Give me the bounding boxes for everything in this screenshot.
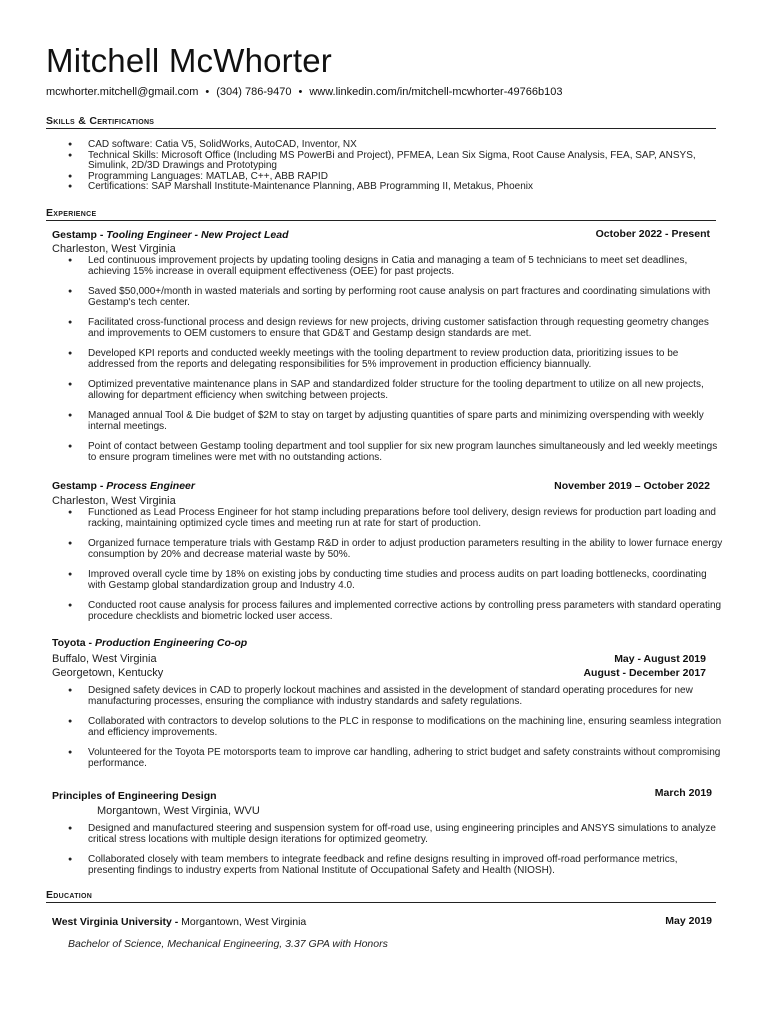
job-title: Tooling Engineer - New Project Lead xyxy=(106,229,289,241)
project-heading: Principles of Engineering Design xyxy=(52,790,217,802)
list-item: ● Developed KPI reports and conducted weekly meetings with the tooling department to review production data, prioritizing issues to be addressed from the reports and delegating responsibilities for 5% improvement in production efficiency biannually. xyxy=(66,349,726,370)
job-location: Georgetown, Kentucky xyxy=(52,667,164,679)
list-item: ● Conducted root cause analysis for process failures and implemented corrective actions by controlling press parameters with standard operating procedure checklists and biometric locked user access. xyxy=(66,601,726,622)
job-heading xyxy=(52,480,195,492)
list-item: ● Designed safety devices in CAD to properly lockout machines and assisted in the development of standard operating procedures for new manufacturing processes, ensuring the compliance with industry standards and safety regulations. xyxy=(66,686,726,707)
job-heading xyxy=(52,637,247,649)
list-item: ● Certifications: SAP Marshall Institute-Maintenance Planning, ABB Programming II, Metakus, Phoenix xyxy=(66,182,716,193)
job-date: October 2022 - Present xyxy=(595,228,710,240)
job-location: Charleston, West Virginia xyxy=(52,243,176,255)
job-bullets xyxy=(66,686,726,779)
linkedin-link[interactable]: www.linkedin.com/in/mitchell-mcwhorter-49766b103 xyxy=(309,86,563,98)
list-item: ● Technical Skills: Microsoft Office (Including MS PowerBi and Project), PFMEA, Lean Six Sigma, Root Cause Analysis, FEA, SAP, ANSYS, Simulink, 2D/3D Drawings and Prototyping xyxy=(66,151,716,172)
job-date: August - December 2017 xyxy=(583,667,706,679)
job-bullets xyxy=(66,508,726,632)
list-item: ● CAD software: Catia V5, SolidWorks, AutoCAD, Inventor, NX xyxy=(66,140,716,151)
section-heading-experience: Experience xyxy=(46,207,716,221)
list-item: ● Saved $50,000+/month in wasted materials and sorting by performing root cause analysis on part fractures and coordinating simulations with Gestamp's tech center. xyxy=(66,287,726,308)
degree: Bachelor of Science, Mechanical Engineering, 3.37 GPA with Honors xyxy=(68,938,388,950)
job-title: Production Engineering Co-op xyxy=(94,637,248,649)
job-date: May - August 2019 xyxy=(614,653,706,665)
school-name: West Virginia University - xyxy=(52,916,182,928)
project-bullets xyxy=(66,824,726,886)
list-item: ● Improved overall cycle time by 18% on existing jobs by conducting time studies and process audits on part loading bottlenecks, coordinating with Gestamp global standardization group and Industry 4.0. xyxy=(66,570,726,591)
project-date: March 2019 xyxy=(654,787,712,799)
company-name: Gestamp - xyxy=(52,229,107,241)
education-date: May 2019 xyxy=(665,915,712,927)
list-item: ● Volunteered for the Toyota PE motorsports team to improve car handling, adhering to strict budget and safety constraints without compromising performance. xyxy=(66,748,726,769)
list-item: ● Designed and manufactured steering and suspension system for off-road use, using engineering principles and ANSYS simulations to analyze critical stress locations with multiple design iterations for optimized geometry. xyxy=(66,824,726,845)
separator: • xyxy=(205,86,210,98)
job-location: Charleston, West Virginia xyxy=(52,495,176,507)
list-item: ● Optimized preventative maintenance plans in SAP and standardized folder structure for the tooling department to utilize on all new projects, allowing for department efficiency when switching between projects. xyxy=(66,380,726,401)
phone-number: (304) 786-9470 xyxy=(216,86,292,98)
company-name: Toyota - xyxy=(52,637,95,649)
list-item: ● Point of contact between Gestamp tooling department and tool supplier for six new program launches simultaneously and led weekly meetings to ensure program timelines were met with no outstanding actions. xyxy=(66,442,726,463)
list-item: ● Functioned as Lead Process Engineer for hot stamp including preparations before tool delivery, design reviews for production part loading and racking, maintaining optimized cycle times and meeting run at rate for start of production. xyxy=(66,508,726,529)
skills-list xyxy=(66,140,716,193)
job-heading xyxy=(52,229,288,241)
school-heading xyxy=(52,916,306,928)
separator: • xyxy=(298,86,303,98)
section-heading-skills: Skills & Certifications xyxy=(46,115,716,129)
job-location: Buffalo, West Virginia xyxy=(52,653,157,665)
email-link[interactable]: mcwhorter.mitchell@gmail.com xyxy=(46,86,199,98)
section-heading-education: Education xyxy=(46,889,716,903)
list-item: ● Collaborated with contractors to develop solutions to the PLC in response to modifications on the machining line, ensuring seamless integration and efficiency improvements. xyxy=(66,717,726,738)
project-location: Morgantown, West Virginia, WVU xyxy=(97,805,260,817)
job-title: Process Engineer xyxy=(106,480,195,492)
job-bullets xyxy=(66,256,726,473)
school-location: Morgantown, West Virginia xyxy=(181,916,307,928)
contact-line xyxy=(46,86,562,98)
list-item: ● Managed annual Tool & Die budget of $2M to stay on target by adjusting quantities of spare parts and minimizing overspending with weekly internal meetings. xyxy=(66,411,726,432)
list-item: ● Facilitated cross-functional process and design reviews for new projects, driving customer satisfaction through requesting geometry changes and improvements to OEM customers to ensure that GD&T and Gestamp design standards are met. xyxy=(66,318,726,339)
candidate-name: Mitchell McWhorter xyxy=(46,42,332,79)
list-item: ● Collaborated closely with team members to integrate feedback and refine designs resulting in improved off-road performance metrics, presenting findings to industry experts from National Institute of Occupational Safety and Health (NIOSH). xyxy=(66,855,726,876)
job-date: November 2019 – October 2022 xyxy=(554,480,710,492)
list-item: ● Led continuous improvement projects by updating tooling designs in Catia and managing a team of 5 technicians to meet set deadlines, achieving 15% increase in overall equipment effectiveness (OEE) for past projects. xyxy=(66,256,726,277)
company-name: Gestamp - xyxy=(52,480,107,492)
list-item: ● Organized furnace temperature trials with Gestamp R&D in order to adjust production parameters resulting in the ability to lower furnace energy consumption by 20% and decrease material waste by 50%. xyxy=(66,539,726,560)
list-item: ● Programming Languages: MATLAB, C++, ABB RAPID xyxy=(66,172,716,183)
